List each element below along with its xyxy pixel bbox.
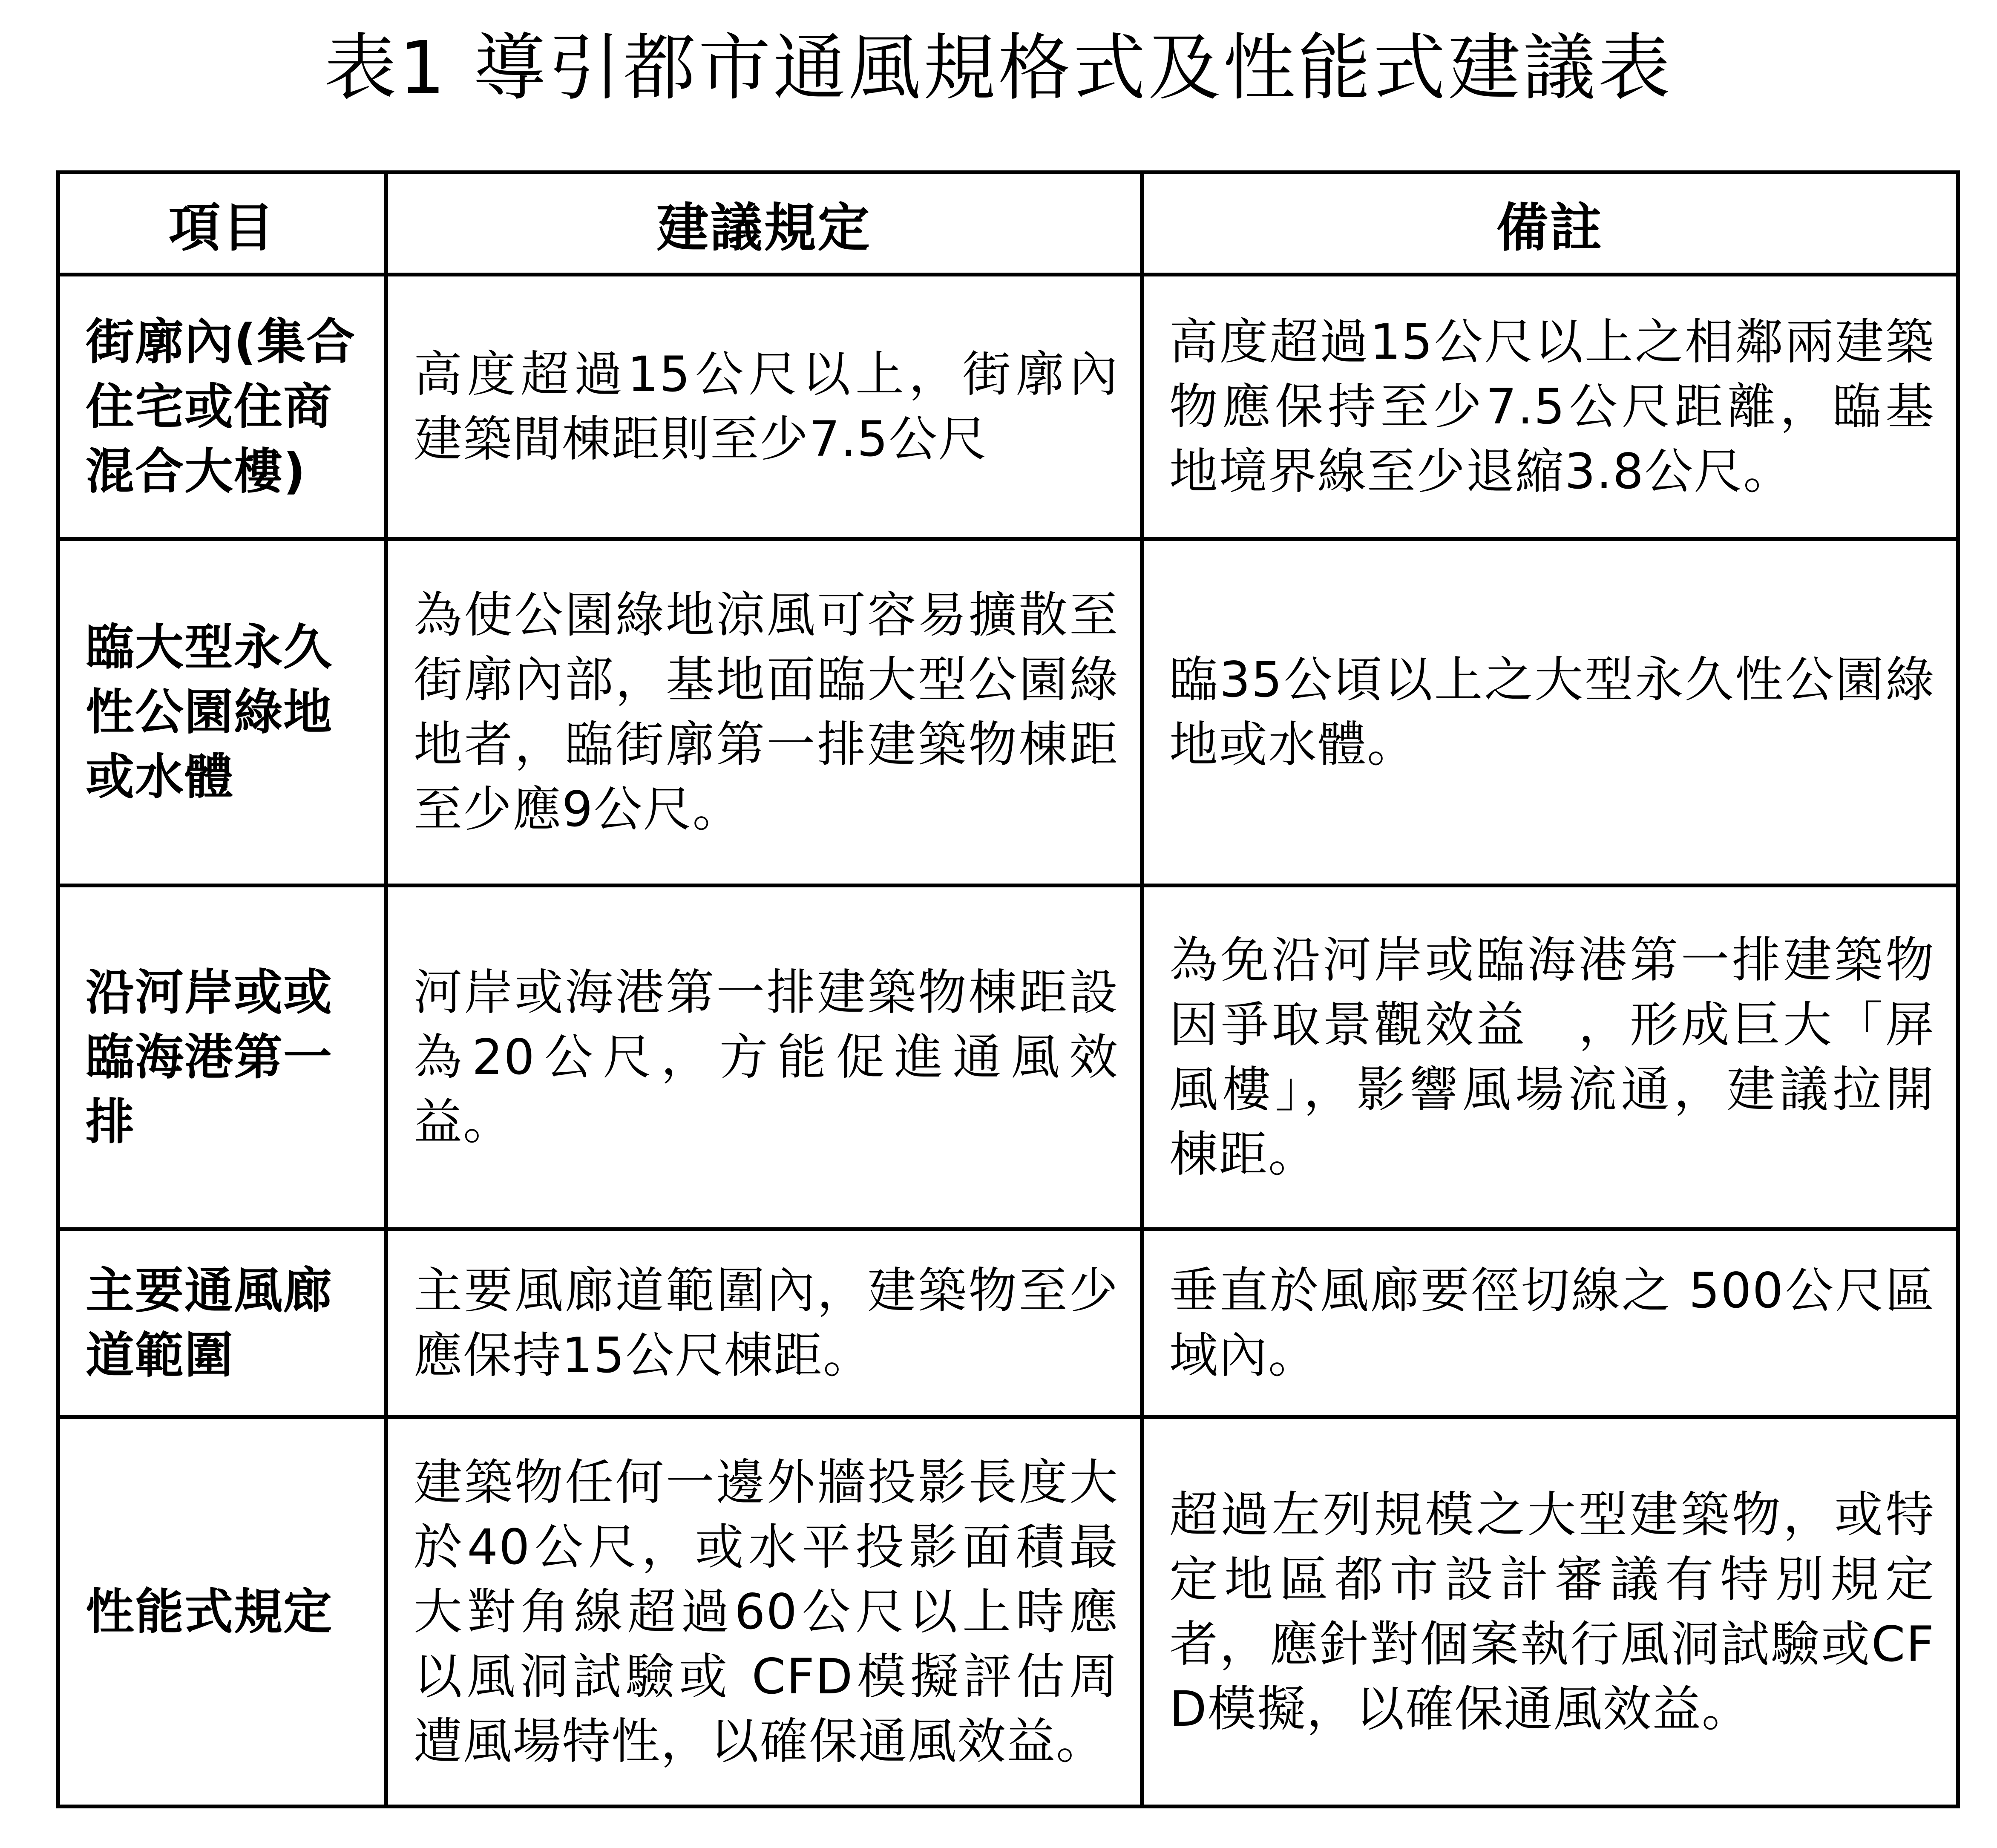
row-item-cell xyxy=(58,1417,386,1807)
row-rule-cell xyxy=(386,1229,1142,1417)
row-item-text: 性能式規定 xyxy=(86,1583,333,1640)
row-rule-text: 高度超過15公尺以上，街廓內建築間棟距則至少7.5公尺 xyxy=(414,346,1119,467)
row-item-text: 臨大型永久性公園綠地或水體 xyxy=(86,619,333,805)
row-item-text: 街廓內(集合住宅或住商混合大樓) xyxy=(86,314,356,500)
row-rule-text: 主要風廊道範圍內，建築物至少應保持15公尺棟距。 xyxy=(414,1262,1119,1384)
row-note-text: 臨35公頃以上之大型永久性公園綠地或水體。 xyxy=(1169,651,1935,773)
table-row xyxy=(58,1417,1958,1807)
header-note: 備註 xyxy=(1142,173,1958,275)
row-note-text: 為免沿河岸或臨海港第一排建築物因爭取景觀效益 ，形成巨大「屏風樓」，影響風場流通，建議拉開棟距。 xyxy=(1169,932,1935,1183)
row-note-cell xyxy=(1142,275,1958,539)
row-item-cell xyxy=(58,539,386,886)
table-row xyxy=(58,886,1958,1229)
row-rule-cell xyxy=(386,275,1142,539)
row-item-text: 主要通風廊道範圍 xyxy=(86,1262,333,1384)
header-item: 項目 xyxy=(58,173,386,275)
row-note-cell xyxy=(1142,1417,1958,1807)
row-rule-text: 建築物任何一邊外牆投影長度大於40公尺，或水平投影面積最大對角線超過60公尺以上時應以風洞試驗或 CFD模擬評估周遭風場特性，以確保通風效益。 xyxy=(414,1454,1119,1770)
row-note-cell xyxy=(1142,1229,1958,1417)
row-item-text: 沿河岸或或臨海港第一排 xyxy=(86,964,333,1150)
row-note-text: 超過左列規模之大型建築物，或特定地區都市設計審議有特別規定者，應針對個案執行風洞試驗或CFD模擬，以確保通風效益。 xyxy=(1169,1486,1935,1737)
row-note-cell xyxy=(1142,886,1958,1229)
row-item-cell xyxy=(58,886,386,1229)
row-note-text: 高度超過15公尺以上之相鄰兩建築物應保持至少7.5公尺距離，臨基地境界線至少退縮3.8公尺。 xyxy=(1169,314,1935,500)
row-note-text: 垂直於風廊要徑切線之 500公尺區域內。 xyxy=(1169,1262,1935,1384)
row-item-cell xyxy=(58,1229,386,1417)
header-row xyxy=(58,173,1958,275)
row-rule-cell xyxy=(386,539,1142,886)
row-rule-cell xyxy=(386,1417,1142,1807)
row-item-cell xyxy=(58,275,386,539)
table-title: 表1 導引都市通風規格式及性能式建議表 xyxy=(324,26,1673,110)
row-rule-text: 河岸或海港第一排建築物棟距設為20公尺，方能促進通風效益。 xyxy=(414,964,1119,1150)
row-rule-cell xyxy=(386,886,1142,1229)
header-rule: 建議規定 xyxy=(386,173,1142,275)
table-row xyxy=(58,539,1958,886)
row-note-cell xyxy=(1142,539,1958,886)
recommendation-table xyxy=(56,170,1960,1808)
table-row xyxy=(58,1229,1958,1417)
row-rule-text: 為使公園綠地涼風可容易擴散至街廓內部，基地面臨大型公園綠地者，臨街廓第一排建築物棟距至少應9公尺。 xyxy=(414,587,1119,838)
table-row xyxy=(58,275,1958,539)
